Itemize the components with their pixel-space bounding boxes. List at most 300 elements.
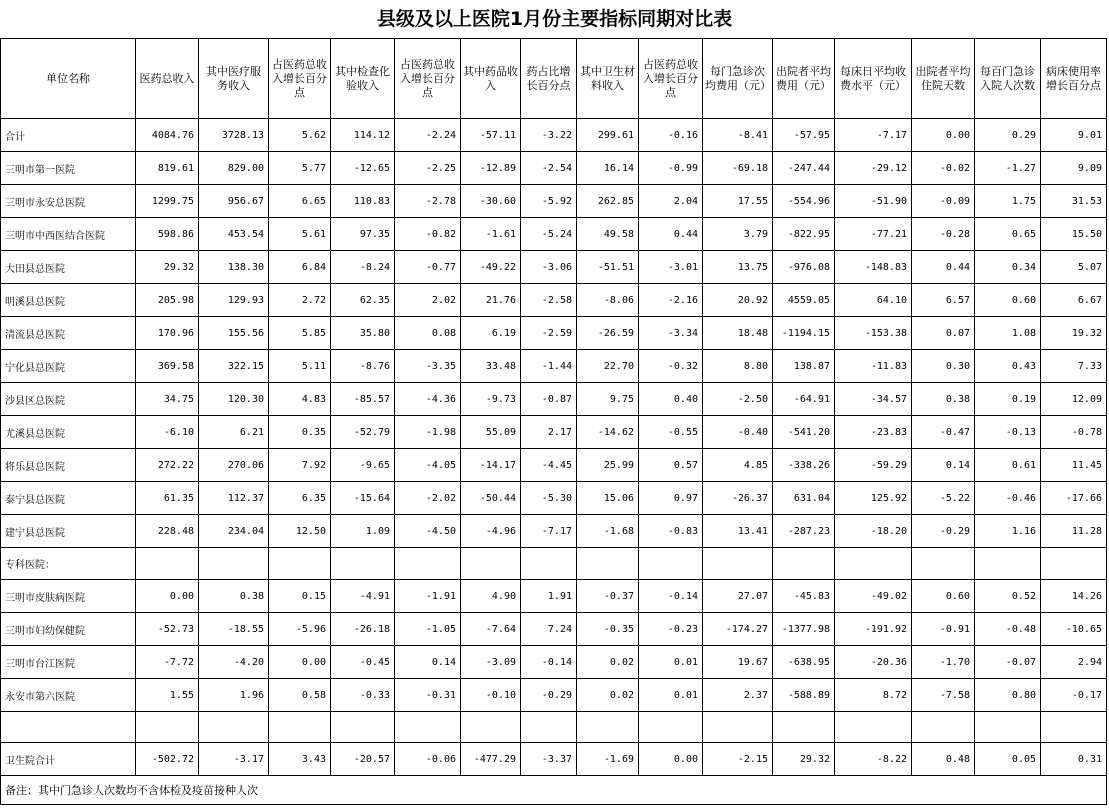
value-cell: -0.83: [639, 515, 703, 548]
empty-cell: [395, 548, 461, 580]
value-cell: 21.76: [461, 284, 521, 317]
value-cell: -191.92: [835, 613, 912, 646]
value-cell: -69.18: [703, 152, 773, 185]
value-cell: 17.55: [703, 185, 773, 218]
value-cell: 0.60: [975, 284, 1041, 317]
value-cell: 5.85: [269, 317, 331, 350]
table-row: [1, 152, 1107, 185]
value-cell: -4.05: [395, 449, 461, 482]
column-header: 每门急诊次均费用（元）: [703, 39, 773, 119]
value-cell: -3.06: [521, 251, 577, 284]
value-cell: -0.29: [521, 679, 577, 712]
value-cell: 7.92: [269, 449, 331, 482]
value-cell: 0.00: [269, 646, 331, 679]
value-cell: -588.89: [773, 679, 835, 712]
value-cell: -8.76: [331, 350, 395, 383]
value-cell: -1.05: [395, 613, 461, 646]
column-header: 其中检查化验收入: [331, 39, 395, 119]
value-cell: 2.02: [395, 284, 461, 317]
value-cell: 2.37: [703, 679, 773, 712]
empty-cell: [703, 548, 773, 580]
value-cell: -5.24: [521, 218, 577, 251]
empty-cell: [269, 548, 331, 580]
value-cell: 3728.13: [199, 119, 269, 152]
value-cell: -0.37: [577, 580, 639, 613]
column-header: 其中药品收入: [461, 39, 521, 119]
value-cell: 29.32: [773, 743, 835, 776]
value-cell: -3.37: [521, 743, 577, 776]
value-cell: 19.67: [703, 646, 773, 679]
value-cell: -23.83: [835, 416, 912, 449]
value-cell: 0.02: [577, 646, 639, 679]
value-cell: 5.11: [269, 350, 331, 383]
value-cell: 631.04: [773, 482, 835, 515]
value-cell: 0.19: [975, 383, 1041, 416]
unit-name-cell: 尤溪县总医院: [1, 416, 136, 449]
empty-cell: [975, 548, 1041, 580]
note-row: [1, 776, 1107, 805]
value-cell: -7.17: [521, 515, 577, 548]
value-cell: -638.95: [773, 646, 835, 679]
value-cell: -4.50: [395, 515, 461, 548]
table-row: [1, 482, 1107, 515]
value-cell: 13.41: [703, 515, 773, 548]
value-cell: 0.60: [912, 580, 975, 613]
value-cell: -8.22: [835, 743, 912, 776]
section-row: [1, 548, 1107, 580]
table-row: [1, 350, 1107, 383]
table-row: [1, 515, 1107, 548]
blank-row: [1, 712, 1107, 743]
footnote: 备注：其中门急诊人次数均不含体检及疫苗接种人次: [1, 776, 395, 805]
value-cell: -0.35: [577, 613, 639, 646]
unit-name-cell: 卫生院合计: [1, 743, 136, 776]
value-cell: 6.21: [199, 416, 269, 449]
value-cell: -1.91: [395, 580, 461, 613]
value-cell: 120.30: [199, 383, 269, 416]
unit-name-cell: 永安市第六医院: [1, 679, 136, 712]
column-header: 其中卫生材料收入: [577, 39, 639, 119]
value-cell: -20.36: [835, 646, 912, 679]
value-cell: -64.91: [773, 383, 835, 416]
value-cell: 1.75: [975, 185, 1041, 218]
value-cell: -3.22: [521, 119, 577, 152]
value-cell: -0.13: [975, 416, 1041, 449]
empty-cell: [521, 548, 577, 580]
value-cell: 5.62: [269, 119, 331, 152]
value-cell: -5.96: [269, 613, 331, 646]
value-cell: 97.35: [331, 218, 395, 251]
unit-name-cell: 泰宁县总医院: [1, 482, 136, 515]
value-cell: 7.33: [1041, 350, 1107, 383]
value-cell: 18.48: [703, 317, 773, 350]
value-cell: -2.58: [521, 284, 577, 317]
value-cell: 0.58: [269, 679, 331, 712]
empty-cell: [199, 712, 269, 743]
total-row: [1, 119, 1107, 152]
value-cell: 15.06: [577, 482, 639, 515]
value-cell: 262.85: [577, 185, 639, 218]
value-cell: -2.78: [395, 185, 461, 218]
empty-cell: [136, 712, 199, 743]
value-cell: 27.07: [703, 580, 773, 613]
empty-cell: [639, 548, 703, 580]
value-cell: -174.27: [703, 613, 773, 646]
value-cell: -1.98: [395, 416, 461, 449]
unit-name-cell: 三明市皮肤病医院: [1, 580, 136, 613]
value-cell: 49.58: [577, 218, 639, 251]
value-cell: 0.00: [639, 743, 703, 776]
value-cell: 5.77: [269, 152, 331, 185]
value-cell: -57.11: [461, 119, 521, 152]
value-cell: 1.08: [975, 317, 1041, 350]
value-cell: -20.57: [331, 743, 395, 776]
value-cell: -18.20: [835, 515, 912, 548]
value-cell: -14.17: [461, 449, 521, 482]
value-cell: -4.36: [395, 383, 461, 416]
value-cell: 6.35: [269, 482, 331, 515]
value-cell: 114.12: [331, 119, 395, 152]
table-row: [1, 416, 1107, 449]
column-header: 其中医疗服务收入: [199, 39, 269, 119]
value-cell: 11.28: [1041, 515, 1107, 548]
value-cell: 4.85: [703, 449, 773, 482]
value-cell: -5.30: [521, 482, 577, 515]
value-cell: 15.50: [1041, 218, 1107, 251]
value-cell: -26.59: [577, 317, 639, 350]
value-cell: 19.32: [1041, 317, 1107, 350]
value-cell: 0.44: [912, 251, 975, 284]
value-cell: 1299.75: [136, 185, 199, 218]
table-row: [1, 383, 1107, 416]
value-cell: -1.44: [521, 350, 577, 383]
value-cell: 125.92: [835, 482, 912, 515]
table-row: [1, 613, 1107, 646]
value-cell: 170.96: [136, 317, 199, 350]
value-cell: -4.45: [521, 449, 577, 482]
value-cell: -0.78: [1041, 416, 1107, 449]
value-cell: -9.65: [331, 449, 395, 482]
unit-name-cell: 三明市中西医结合医院: [1, 218, 136, 251]
value-cell: 1.96: [199, 679, 269, 712]
value-cell: -1.68: [577, 515, 639, 548]
value-cell: -4.96: [461, 515, 521, 548]
value-cell: -477.29: [461, 743, 521, 776]
empty-cell: [521, 712, 577, 743]
value-cell: -0.31: [395, 679, 461, 712]
value-cell: -0.47: [912, 416, 975, 449]
value-cell: 299.61: [577, 119, 639, 152]
empty-cell: [1041, 548, 1107, 580]
empty-cell: [773, 712, 835, 743]
unit-name-cell: 将乐县总医院: [1, 449, 136, 482]
value-cell: -50.44: [461, 482, 521, 515]
value-cell: 22.70: [577, 350, 639, 383]
value-cell: 272.22: [136, 449, 199, 482]
value-cell: -0.06: [395, 743, 461, 776]
empty-cell: [835, 712, 912, 743]
value-cell: 0.14: [912, 449, 975, 482]
value-cell: -0.55: [639, 416, 703, 449]
value-cell: -2.25: [395, 152, 461, 185]
table-row: [1, 679, 1107, 712]
value-cell: 453.54: [199, 218, 269, 251]
value-cell: -0.46: [975, 482, 1041, 515]
empty-cell: [461, 548, 521, 580]
table-row: [1, 646, 1107, 679]
value-cell: 0.38: [199, 580, 269, 613]
value-cell: 8.80: [703, 350, 773, 383]
value-cell: -10.65: [1041, 613, 1107, 646]
unit-name-cell: 三明市台江医院: [1, 646, 136, 679]
value-cell: -57.95: [773, 119, 835, 152]
section-label: 专科医院：: [1, 548, 136, 580]
value-cell: 2.94: [1041, 646, 1107, 679]
value-cell: 9.01: [1041, 119, 1107, 152]
column-header: 单位名称: [1, 39, 136, 119]
value-cell: 0.29: [975, 119, 1041, 152]
value-cell: 819.61: [136, 152, 199, 185]
value-cell: -3.09: [461, 646, 521, 679]
value-cell: 0.97: [639, 482, 703, 515]
value-cell: -2.59: [521, 317, 577, 350]
empty-cell: [395, 776, 1107, 805]
value-cell: -0.48: [975, 613, 1041, 646]
column-header: 每床日平均收费水平（元）: [835, 39, 912, 119]
value-cell: -0.23: [639, 613, 703, 646]
value-cell: -0.17: [1041, 679, 1107, 712]
value-cell: -12.89: [461, 152, 521, 185]
value-cell: -0.77: [395, 251, 461, 284]
value-cell: 34.75: [136, 383, 199, 416]
value-cell: -52.73: [136, 613, 199, 646]
value-cell: 33.48: [461, 350, 521, 383]
value-cell: -0.14: [639, 580, 703, 613]
value-cell: 0.34: [975, 251, 1041, 284]
value-cell: 12.50: [269, 515, 331, 548]
value-cell: 16.14: [577, 152, 639, 185]
column-header: 药占比增长百分点: [521, 39, 577, 119]
value-cell: -49.02: [835, 580, 912, 613]
empty-cell: [461, 712, 521, 743]
table-row: [1, 317, 1107, 350]
value-cell: 0.00: [136, 580, 199, 613]
table-row: [1, 218, 1107, 251]
empty-cell: [639, 712, 703, 743]
value-cell: 0.44: [639, 218, 703, 251]
empty-cell: [199, 548, 269, 580]
value-cell: -0.02: [912, 152, 975, 185]
value-cell: 20.92: [703, 284, 773, 317]
column-header: 医药总收入: [136, 39, 199, 119]
value-cell: 0.15: [269, 580, 331, 613]
empty-cell: [1, 712, 136, 743]
value-cell: -52.79: [331, 416, 395, 449]
value-cell: 270.06: [199, 449, 269, 482]
value-cell: -3.34: [639, 317, 703, 350]
value-cell: 138.30: [199, 251, 269, 284]
empty-cell: [975, 712, 1041, 743]
value-cell: 0.52: [975, 580, 1041, 613]
value-cell: -14.62: [577, 416, 639, 449]
value-cell: 112.37: [199, 482, 269, 515]
value-cell: -0.14: [521, 646, 577, 679]
value-cell: 1.16: [975, 515, 1041, 548]
value-cell: 29.32: [136, 251, 199, 284]
value-cell: -153.38: [835, 317, 912, 350]
value-cell: -7.72: [136, 646, 199, 679]
value-cell: 0.61: [975, 449, 1041, 482]
value-cell: 55.09: [461, 416, 521, 449]
empty-cell: [577, 712, 639, 743]
value-cell: -541.20: [773, 416, 835, 449]
value-cell: 0.07: [912, 317, 975, 350]
value-cell: 369.58: [136, 350, 199, 383]
value-cell: -976.08: [773, 251, 835, 284]
value-cell: -2.16: [639, 284, 703, 317]
unit-name-cell: 三明市妇幼保健院: [1, 613, 136, 646]
value-cell: 0.35: [269, 416, 331, 449]
data-table: [0, 38, 1107, 805]
value-cell: -1.69: [577, 743, 639, 776]
value-cell: -9.73: [461, 383, 521, 416]
value-cell: -822.95: [773, 218, 835, 251]
value-cell: 2.72: [269, 284, 331, 317]
value-cell: -51.51: [577, 251, 639, 284]
value-cell: 2.04: [639, 185, 703, 218]
value-cell: 138.87: [773, 350, 835, 383]
value-cell: 129.93: [199, 284, 269, 317]
value-cell: -287.23: [773, 515, 835, 548]
value-cell: -148.83: [835, 251, 912, 284]
value-cell: -0.82: [395, 218, 461, 251]
value-cell: 155.56: [199, 317, 269, 350]
value-cell: -2.50: [703, 383, 773, 416]
unit-name-cell: 大田县总医院: [1, 251, 136, 284]
value-cell: 234.04: [199, 515, 269, 548]
empty-cell: [835, 548, 912, 580]
value-cell: 4.83: [269, 383, 331, 416]
value-cell: 6.57: [912, 284, 975, 317]
value-cell: -1194.15: [773, 317, 835, 350]
header-row: [1, 39, 1107, 119]
value-cell: 62.35: [331, 284, 395, 317]
value-cell: -0.99: [639, 152, 703, 185]
value-cell: 1.09: [331, 515, 395, 548]
value-cell: -11.83: [835, 350, 912, 383]
column-header: 每百门急诊入院人次数: [975, 39, 1041, 119]
value-cell: 0.80: [975, 679, 1041, 712]
column-header: 占医药总收入增长百分点: [269, 39, 331, 119]
value-cell: -0.40: [703, 416, 773, 449]
value-cell: -5.22: [912, 482, 975, 515]
value-cell: -8.41: [703, 119, 773, 152]
value-cell: -0.16: [639, 119, 703, 152]
value-cell: 0.14: [395, 646, 461, 679]
value-cell: -247.44: [773, 152, 835, 185]
value-cell: -502.72: [136, 743, 199, 776]
value-cell: -554.96: [773, 185, 835, 218]
column-header: 占医药总收入增长百分点: [639, 39, 703, 119]
unit-name-cell: 三明市第一医院: [1, 152, 136, 185]
value-cell: -0.10: [461, 679, 521, 712]
value-cell: 110.83: [331, 185, 395, 218]
value-cell: -77.21: [835, 218, 912, 251]
unit-name-cell: 沙县区总医院: [1, 383, 136, 416]
column-header: 出院者平均住院天数: [912, 39, 975, 119]
value-cell: -7.64: [461, 613, 521, 646]
value-cell: 0.43: [975, 350, 1041, 383]
value-cell: 956.67: [199, 185, 269, 218]
value-cell: -26.18: [331, 613, 395, 646]
value-cell: 598.86: [136, 218, 199, 251]
value-cell: -1.27: [975, 152, 1041, 185]
value-cell: 0.48: [912, 743, 975, 776]
value-cell: -49.22: [461, 251, 521, 284]
value-cell: 64.10: [835, 284, 912, 317]
value-cell: -45.83: [773, 580, 835, 613]
table-row: [1, 580, 1107, 613]
value-cell: 8.72: [835, 679, 912, 712]
value-cell: -6.10: [136, 416, 199, 449]
empty-cell: [1041, 712, 1107, 743]
value-cell: 0.57: [639, 449, 703, 482]
value-cell: -3.17: [199, 743, 269, 776]
empty-cell: [395, 712, 461, 743]
column-header: 占医药总收入增长百分点: [395, 39, 461, 119]
value-cell: 0.01: [639, 646, 703, 679]
value-cell: 5.61: [269, 218, 331, 251]
column-header: 出院者平均费用（元）: [773, 39, 835, 119]
value-cell: -0.28: [912, 218, 975, 251]
value-cell: -1377.98: [773, 613, 835, 646]
value-cell: 205.98: [136, 284, 199, 317]
value-cell: 6.65: [269, 185, 331, 218]
value-cell: 3.79: [703, 218, 773, 251]
empty-cell: [331, 712, 395, 743]
value-cell: -0.91: [912, 613, 975, 646]
value-cell: 0.02: [577, 679, 639, 712]
value-cell: 322.15: [199, 350, 269, 383]
value-cell: 61.35: [136, 482, 199, 515]
unit-name-cell: 三明市永安总医院: [1, 185, 136, 218]
value-cell: -0.45: [331, 646, 395, 679]
value-cell: 0.05: [975, 743, 1041, 776]
table-row: [1, 185, 1107, 218]
value-cell: 1.91: [521, 580, 577, 613]
value-cell: -30.60: [461, 185, 521, 218]
value-cell: -4.91: [331, 580, 395, 613]
table-row: [1, 449, 1107, 482]
value-cell: -0.32: [639, 350, 703, 383]
empty-cell: [912, 548, 975, 580]
value-cell: 13.75: [703, 251, 773, 284]
value-cell: -18.55: [199, 613, 269, 646]
value-cell: 1.55: [136, 679, 199, 712]
value-cell: 0.40: [639, 383, 703, 416]
value-cell: -8.06: [577, 284, 639, 317]
value-cell: -29.12: [835, 152, 912, 185]
value-cell: 228.48: [136, 515, 199, 548]
table-row: [1, 251, 1107, 284]
value-cell: 25.99: [577, 449, 639, 482]
value-cell: -7.58: [912, 679, 975, 712]
value-cell: 5.07: [1041, 251, 1107, 284]
value-cell: 9.75: [577, 383, 639, 416]
value-cell: -338.26: [773, 449, 835, 482]
value-cell: 829.00: [199, 152, 269, 185]
value-cell: -12.65: [331, 152, 395, 185]
